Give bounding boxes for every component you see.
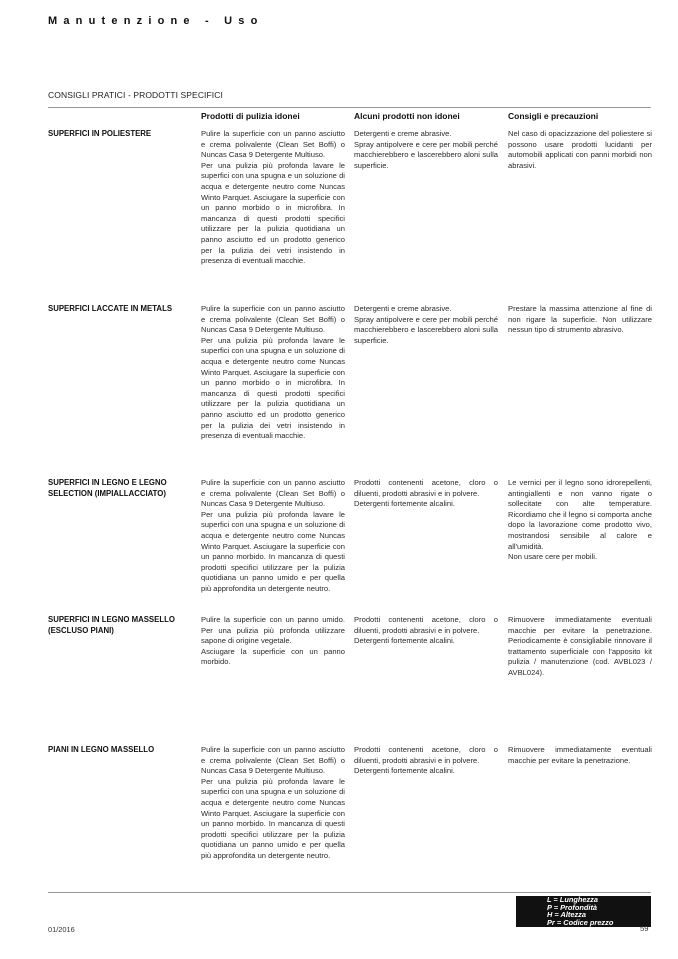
- bottom-divider: [48, 892, 651, 893]
- column-header-suitable-products: Prodotti di pulizia idonei: [201, 111, 300, 121]
- page-header-title: Manutenzione - Uso: [48, 15, 264, 27]
- dimension-legend: [516, 896, 651, 927]
- unsuitable-products-cell: Prodotti contenenti acetone, cloro o diluenti, prodotti abrasivi e in polvere. Detergenti fortemente alcalini.: [354, 745, 498, 776]
- suitable-products-cell: Pulire la superficie con un panno asciutto e crema polivalente (Clean Set Boffi) o Nuncas Casa 9 Detergente Multiuso. Per una pulizia più profonda lavare le superfici con una spugna e un soluzione di acqua e detergente neutro come Nuncas Winto Parquet. Asciugare la superficie con un panno morbido o in microfibra. In mancanza di questi prodotti specifici utilizzare per la pulizia quotidiana un panno asciutto ed un prodotto generico per la pulizia dei vetri insistendo in presenza di eventuali macchie.: [201, 129, 345, 266]
- advice-cell: Prestare la massima attenzione al fine di non rigare la superficie. Non utilizzare nessun tipo di strumento abrasivo.: [508, 304, 652, 335]
- legend-height: H = Altezza: [547, 910, 586, 920]
- advice-cell: Rimuovere immediatamente eventuali macchie per evitare la penetrazione.: [508, 745, 652, 765]
- row-label: SUPERFICI IN POLIESTERE: [48, 129, 152, 138]
- advice-cell: Rimuovere immediatamente eventuali macchie per evitare la penetrazione. Periodicamente è consigliabile rinnovare il trattamento superficiale con l'apposito kit pulizia / manutenzione (cod. AVBL023 / AVBL024).: [508, 615, 652, 677]
- row-label: SUPERFICI LACCATE IN METALS: [48, 304, 173, 313]
- legend-length: L = Lunghezza: [547, 895, 598, 904]
- legend-depth: P = Profondità: [547, 902, 598, 912]
- suitable-products-cell: Pulire la superficie con un panno asciutto e crema polivalente (Clean Set Boffi) o Nuncas Casa 9 Detergente Multiuso. Per una pulizia più profonda lavare le superfici con una spugna e un soluzione di acqua e detergente neutro come Nuncas Winto Parquet. Asciugare la superficie con un panno morbido. In mancanza di questi prodotti specifici utilizzare per la pulizia quotidiana un panno umido e per quella più approfondita un detergente neutro.: [201, 478, 345, 593]
- section-subtitle: CONSIGLI PRATICI - PRODOTTI SPECIFICI: [48, 90, 223, 100]
- row-label: PIANI IN LEGNO MASSELLO: [48, 745, 155, 754]
- unsuitable-products-cell: Detergenti e creme abrasive. Spray antipolvere e cere per mobili perché macchierebbero e lascerebbero aloni sulla superficie.: [354, 129, 498, 170]
- column-header-advice: Consigli e precauzioni: [508, 111, 599, 121]
- column-header-unsuitable-products: Alcuni prodotti non idonei: [354, 111, 460, 121]
- suitable-products-cell: Pulire la superficie con un panno umido. Per una pulizia più profonda utilizzare sapone di origine vegetale. Asciugare la superficie con un panno morbido.: [201, 615, 345, 667]
- unsuitable-products-cell: Prodotti contenenti acetone, cloro o diluenti, prodotti abrasivi e in polvere. Detergenti fortemente alcalini.: [354, 478, 498, 509]
- row-label: SUPERFICI IN LEGNO MASSELLO (ESCLUSO PIANI): [48, 615, 175, 635]
- footer-date: 01/2016: [48, 925, 75, 934]
- unsuitable-products-cell: Detergenti e creme abrasive. Spray antipolvere e cere per mobili perché macchierebbero e lascerebbero aloni sulla superficie.: [354, 304, 498, 345]
- unsuitable-products-cell: Prodotti contenenti acetone, cloro o diluenti, prodotti abrasivi e in polvere. Detergenti fortemente alcalini.: [354, 615, 498, 646]
- suitable-products-cell: Pulire la superficie con un panno asciutto e crema polivalente (Clean Set Boffi) o Nuncas Casa 9 Detergente Multiuso. Per una pulizia più profonda lavare le superfici con una spugna e un soluzione di acqua e detergente neutro come Nuncas Winto Parquet. Asciugare la superficie con un panno morbido. In mancanza di questi prodotti specifici utilizzare per la pulizia quotidiana un panno umido e per quella più approfondita un detergente neutro.: [201, 745, 345, 860]
- top-divider: [48, 107, 651, 108]
- legend-price-code: Pr = Codice prezzo: [547, 917, 614, 927]
- advice-cell: Nel caso di opacizzazione del poliestere si possono usare prodotti lucidanti per automobili applicati con panni morbidi non abrasivi.: [508, 129, 652, 170]
- suitable-products-cell: Pulire la superficie con un panno asciutto e crema polivalente (Clean Set Boffi) o Nuncas Casa 9 Detergente Multiuso. Per una pulizia più profonda lavare le superfici con una spugna e un soluzione di acqua e detergente neutro come Nuncas Winto Parquet. Asciugare la superficie con un panno morbido o in microfibra. In mancanza di questi prodotti specifici utilizzare per la pulizia quotidiana un panno asciutto ed un prodotto generico per la pulizia dei vetri insistendo in presenza di eventuali macchie.: [201, 304, 345, 441]
- page-number: 59: [640, 924, 649, 933]
- row-label: SUPERFICI IN LEGNO E LEGNO SELECTION (IMPIALLACCIATO): [48, 478, 167, 498]
- advice-cell: Le vernici per il legno sono idrorepellenti, antingiallenti e non vanno rigate o sollecitate con alte temperature. Ricordiamo che il legno si comporta anche dopo la lavorazione come prodotto vivo, mostrandosi sensibile al calore e all'umidità. Non usare cere per mobili.: [508, 478, 652, 562]
